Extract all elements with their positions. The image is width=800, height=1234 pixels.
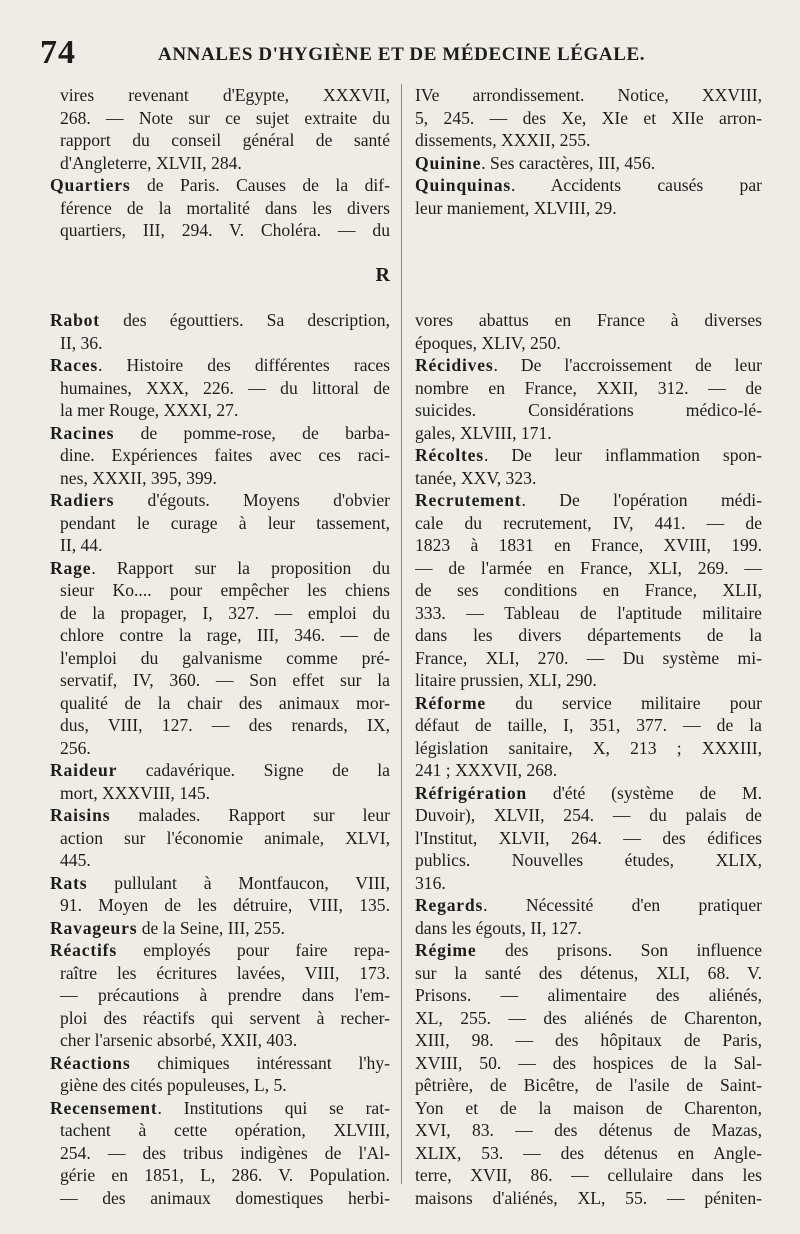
index-text: suicides. Considérations médico-lé- — [415, 400, 762, 420]
index-text: . De l'accroissement de leur — [493, 355, 762, 375]
index-text: action sur l'économie animale, XLVI, — [60, 827, 390, 848]
index-text: Yon et de la maison de Charenton, — [415, 1097, 762, 1118]
index-line — [50, 894, 390, 917]
index-line — [415, 399, 762, 422]
index-line — [50, 219, 390, 242]
index-line — [50, 1052, 390, 1075]
index-line — [50, 444, 390, 467]
left-column — [50, 84, 390, 1209]
index-line — [415, 422, 762, 445]
blank-line — [415, 264, 762, 287]
index-text: raître les écritures lavées, VIII, 173. — [60, 962, 390, 983]
blank-line — [50, 287, 390, 310]
index-line — [50, 377, 390, 400]
index-line — [415, 332, 762, 355]
index-text: de pomme-rose, de barba- — [114, 422, 390, 443]
index-line — [50, 1074, 390, 1097]
index-text: . Rapport sur la proposition du — [91, 557, 390, 578]
index-headword: Radiers — [50, 490, 115, 510]
index-text: 241 ; XXXVII, 268. — [415, 760, 558, 780]
index-text: tachent à cette opération, XLVIII, — [60, 1120, 390, 1140]
index-line — [50, 467, 390, 490]
index-text: mort, XXXVIII, 145. — [60, 782, 211, 803]
index-text: des prisons. Son influence — [476, 940, 762, 960]
index-line — [415, 872, 762, 895]
index-text: 445. — [60, 850, 91, 870]
index-text: . Ses caractères, III, 456. — [481, 152, 656, 173]
index-line — [50, 422, 390, 445]
index-text: d'égouts. Moyens d'obvier — [114, 490, 390, 510]
index-text: IVe arrondissement. Notice, XXVIII, — [415, 85, 762, 105]
index-headword: Réforme — [415, 692, 487, 713]
index-line — [415, 354, 762, 377]
index-line — [415, 129, 762, 152]
index-line — [415, 1164, 762, 1187]
index-line — [50, 917, 390, 940]
index-line — [415, 152, 762, 175]
index-text: XIII, 98. — des hôpitaux de Paris, — [415, 1030, 762, 1050]
index-line — [415, 962, 762, 985]
index-line — [50, 737, 390, 760]
index-text: pêtrière, de Bicêtre, de l'asile de Saint- — [415, 1075, 762, 1095]
index-line — [50, 1164, 390, 1187]
index-text: Duvoir), XLVII, 254. — du palais de — [415, 805, 762, 825]
index-line — [50, 332, 390, 355]
index-line — [415, 489, 762, 512]
index-line — [415, 1097, 762, 1120]
index-line — [415, 894, 762, 917]
column-divider — [401, 84, 402, 1184]
index-headword: Régime — [415, 940, 477, 960]
index-headword: Quartiers — [50, 175, 131, 195]
index-text: dus, VIII, 127. — des renards, IX, — [60, 715, 390, 735]
index-line — [415, 1029, 762, 1052]
index-text: nombre en France, XXII, 312. — de — [415, 377, 762, 398]
index-line — [50, 489, 390, 512]
index-text: . De l'opération médi- — [521, 490, 762, 510]
index-text: rapport du conseil général de santé — [60, 130, 390, 150]
index-text: chlore contre la rage, III, 346. — de — [60, 625, 390, 645]
index-headword: Quinine — [415, 152, 482, 173]
index-line — [415, 557, 762, 580]
index-text: sur la santé des détenus, XLI, 68. V. — [415, 962, 762, 983]
index-line — [50, 579, 390, 602]
index-line — [50, 827, 390, 850]
index-line — [415, 1119, 762, 1142]
index-line — [50, 849, 390, 872]
index-text: 316. — [415, 872, 446, 893]
index-line — [415, 1187, 762, 1210]
index-text: 254. — des tribus indigènes de l'Al- — [60, 1142, 390, 1163]
index-text: chimiques intéressant l'hy- — [130, 1052, 390, 1073]
index-line — [50, 1187, 390, 1210]
index-text: maisons d'aliénés, XL, 55. — péniten- — [415, 1187, 762, 1208]
index-text: XLIX, 53. — des détenus en Angle- — [415, 1142, 762, 1163]
blank-line — [50, 242, 390, 265]
index-text: gales, XLVIII, 171. — [415, 422, 552, 443]
index-text: XVI, 83. — des détenus de Mazas, — [415, 1120, 762, 1140]
index-headword: Rabot — [50, 310, 100, 330]
index-text: XL, 255. — des aliénés de Charenton, — [415, 1007, 762, 1028]
index-text: dans les divers départements de la — [415, 625, 762, 645]
index-line — [415, 759, 762, 782]
index-line — [50, 647, 390, 670]
index-text: terre, XVII, 86. — cellulaire dans les — [415, 1165, 762, 1185]
index-line — [50, 1029, 390, 1052]
index-line — [50, 1007, 390, 1030]
index-text: de la Seine, III, 255. — [137, 917, 285, 938]
index-text: de ses conditions en France, XLII, — [415, 580, 762, 600]
index-line — [415, 444, 762, 467]
index-line — [50, 129, 390, 152]
index-text: II, 36. — [60, 332, 103, 353]
index-text: 91. Moyen de les détruire, VIII, 135. — [60, 895, 390, 915]
index-text: 5, 245. — des Xe, XIe et XIIe arron- — [415, 107, 762, 128]
index-line — [415, 939, 762, 962]
index-text: cher l'arsenic absorbé, XXII, 403. — [60, 1030, 298, 1050]
index-line — [50, 602, 390, 625]
index-headword: Réactions — [50, 1052, 131, 1073]
index-text: . Accidents causés par — [511, 175, 762, 195]
section-letter: R — [375, 264, 390, 286]
index-line — [50, 804, 390, 827]
index-line — [415, 602, 762, 625]
index-text: des égouttiers. Sa description, — [99, 310, 390, 330]
index-text: France, XLI, 270. — Du système mi- — [415, 647, 762, 668]
index-line — [415, 624, 762, 647]
index-text: humaines, XXX, 226. — du littoral de — [60, 377, 390, 398]
index-text: tanée, XXV, 323. — [415, 467, 537, 488]
index-line — [415, 692, 762, 715]
index-line — [415, 467, 762, 490]
index-line — [50, 624, 390, 647]
index-line — [415, 737, 762, 760]
index-text: litaire prussien, XLI, 290. — [415, 670, 597, 690]
index-text: défaut de taille, I, 351, 377. — de la — [415, 715, 762, 735]
index-text: 333. — Tableau de l'aptitude militaire — [415, 602, 762, 623]
index-text: dissements, XXXII, 255. — [415, 130, 591, 150]
index-headword: Regards — [415, 895, 484, 915]
index-line — [50, 107, 390, 130]
index-text: — des animaux domestiques herbi- — [60, 1187, 390, 1208]
index-text: employés pour faire repa- — [116, 940, 390, 960]
index-line — [415, 804, 762, 827]
index-text: sieur Ko.... pour empêcher les chiens — [60, 580, 390, 600]
index-line — [415, 84, 762, 107]
index-text: l'Institut, XLVII, 264. — des édifices — [415, 827, 762, 848]
right-column — [415, 84, 762, 1209]
index-line — [50, 782, 390, 805]
index-text: publics. Nouvelles études, XLIX, — [415, 850, 762, 870]
index-line — [50, 962, 390, 985]
index-line — [415, 917, 762, 940]
index-line — [415, 512, 762, 535]
index-text: qualité de la chair des animaux mor- — [60, 692, 390, 713]
index-text: II, 44. — [60, 535, 103, 555]
index-text: cale du recrutement, IV, 441. — de — [415, 512, 762, 533]
index-headword: Racines — [50, 422, 115, 443]
index-text: ploi des réactifs qui servent à recher- — [60, 1007, 390, 1028]
index-line — [415, 714, 762, 737]
index-text: vires revenant d'Egypte, XXXVII, — [60, 85, 390, 105]
index-line — [50, 399, 390, 422]
index-headword: Races — [50, 355, 98, 375]
index-text: pullulant à Montfaucon, VIII, — [87, 872, 390, 893]
index-text: leur maniement, XLVIII, 29. — [415, 197, 617, 218]
index-headword: Récoltes — [415, 445, 484, 465]
index-line — [50, 692, 390, 715]
index-headword: Raideur — [50, 760, 118, 780]
index-text: Prisons. — alimentaire des aliénés, — [415, 985, 762, 1005]
index-line — [50, 174, 390, 197]
index-line — [50, 309, 390, 332]
index-headword: Recrutement — [415, 490, 522, 510]
index-line — [415, 669, 762, 692]
index-line — [50, 354, 390, 377]
index-line — [415, 174, 762, 197]
page-number: 74 — [40, 34, 76, 71]
index-line — [50, 872, 390, 895]
index-text: législation sanitaire, X, 213 ; XXXIII, — [415, 737, 762, 758]
index-line — [415, 1074, 762, 1097]
index-line — [50, 759, 390, 782]
index-text: servatif, IV, 360. — Son effet sur la — [60, 670, 390, 690]
index-line — [50, 1119, 390, 1142]
index-headword: Ravageurs — [50, 917, 138, 938]
index-line — [415, 782, 762, 805]
index-headword: Recensement — [50, 1097, 158, 1118]
index-line — [50, 152, 390, 175]
index-line — [415, 827, 762, 850]
index-text: pendant le curage à leur tassement, — [60, 512, 390, 533]
index-text: dans les égouts, II, 127. — [415, 917, 582, 938]
index-line — [50, 714, 390, 737]
index-text: d'été (système de M. — [527, 782, 762, 803]
index-line — [415, 1142, 762, 1165]
index-text: d'Angleterre, XLVII, 284. — [60, 152, 242, 173]
index-text: 1823 à 1831 en France, XVIII, 199. — [415, 535, 762, 555]
index-line — [50, 669, 390, 692]
index-text: du service militaire pour — [486, 692, 762, 713]
index-headword: Réfrigération — [415, 782, 528, 803]
index-line — [50, 557, 390, 580]
index-headword: Rats — [50, 872, 88, 893]
index-line — [50, 939, 390, 962]
index-line — [415, 197, 762, 220]
index-text: l'emploi du galvanisme comme pré- — [60, 647, 390, 668]
index-text: malades. Rapport sur leur — [110, 805, 390, 825]
index-text: la mer Rouge, XXXI, 27. — [60, 400, 239, 420]
index-text: gérie en 1851, L, 286. V. Population. — [60, 1165, 390, 1185]
index-text: quartiers, III, 294. V. Choléra. — du — [60, 220, 390, 240]
index-line — [415, 309, 762, 332]
index-text: . Histoire des différentes races — [97, 355, 390, 375]
index-text: 256. — [60, 737, 91, 758]
index-line — [50, 1097, 390, 1120]
index-line — [415, 377, 762, 400]
index-text: — de l'armée en France, XLI, 269. — — [415, 557, 762, 578]
index-line — [415, 984, 762, 1007]
index-line — [415, 1007, 762, 1030]
index-line — [415, 534, 762, 557]
index-text: . Institutions qui se rat- — [157, 1097, 390, 1118]
index-line — [415, 579, 762, 602]
index-headword: Réactifs — [50, 940, 117, 960]
index-text: époques, XLIV, 250. — [415, 332, 561, 353]
blank-line — [415, 219, 762, 242]
index-text: giène des cités populeuses, L, 5. — [60, 1075, 287, 1095]
index-line — [415, 647, 762, 670]
blank-line — [415, 287, 762, 310]
index-line — [415, 1052, 762, 1075]
index-line — [50, 534, 390, 557]
index-headword: Rage — [50, 557, 92, 578]
index-text: cadavérique. Signe de la — [117, 760, 390, 780]
index-text: . Nécessité d'en pratiquer — [483, 895, 762, 915]
index-text: 268. — Note sur ce sujet extraite du — [60, 107, 390, 128]
index-headword: Quinquinas — [415, 175, 512, 195]
index-text: — précautions à prendre dans l'em- — [60, 985, 390, 1005]
index-text: férence de la mortalité dans les divers — [60, 197, 390, 218]
index-line — [50, 512, 390, 535]
index-line — [50, 84, 390, 107]
blank-line — [415, 242, 762, 265]
index-text: vores abattus en France à diverses — [415, 310, 762, 330]
index-text: de Paris. Causes de la dif- — [130, 175, 390, 195]
index-line — [415, 849, 762, 872]
index-line — [50, 1142, 390, 1165]
index-text: de la propager, I, 327. — emploi du — [60, 602, 390, 623]
running-title: ANNALES D'HYGIÈNE ET DE MÉDECINE LÉGALE. — [158, 44, 646, 65]
index-line — [50, 197, 390, 220]
index-line — [415, 107, 762, 130]
index-text: nes, XXXII, 395, 399. — [60, 467, 217, 488]
page-header — [40, 30, 760, 82]
index-text: XVIII, 50. — des hospices de la Sal- — [415, 1052, 762, 1073]
index-text: dine. Expériences faites avec ces raci- — [60, 445, 390, 465]
index-headword: Récidives — [415, 355, 494, 375]
index-headword: Raisins — [50, 805, 111, 825]
index-text: . De leur inflammation spon- — [483, 445, 762, 465]
index-line — [50, 984, 390, 1007]
